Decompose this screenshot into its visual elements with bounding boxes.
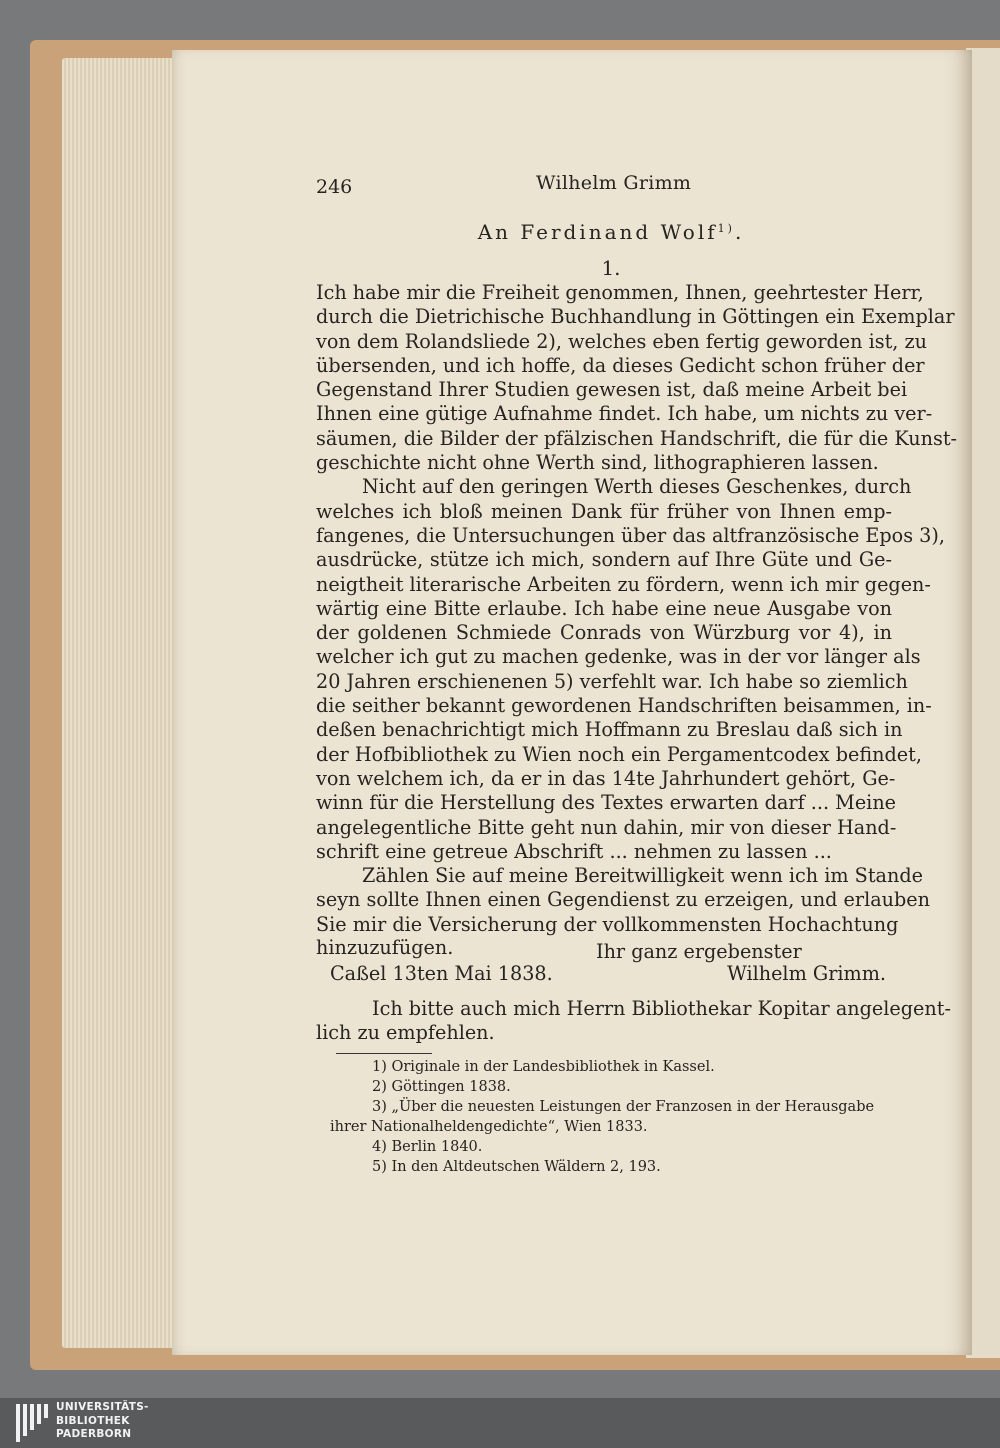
footnote: 2) Göttingen 1838.	[372, 1079, 511, 1095]
postscript-line: Ich bitte auch mich Herrn Bibliothekar Kopitar angelegent-	[372, 997, 951, 1020]
text-line: ausdrücke, stütze ich mich, sondern auf Ihre Güte und Ge-	[316, 548, 892, 572]
library-name-line: PADERBORN	[56, 1428, 132, 1440]
text-line: welches ich bloß meinen Dank für früher von Ihnen emp-	[316, 499, 892, 523]
text-line: säumen, die Bilder der pfälzischen Handschrift, die für die Kunst-	[316, 426, 958, 450]
text-line: von welchem ich, da er in das 14te Jahrhundert gehört, Ge-	[316, 766, 896, 790]
running-head-author: Wilhelm Grimm	[536, 172, 692, 194]
page-number: 246	[316, 176, 353, 198]
text-line: deßen benachrichtigt mich Hoffmann zu Breslau daß sich in	[316, 718, 903, 742]
text-line: die seither bekannt gewordenen Handschriften beisammen, in-	[316, 694, 932, 718]
letter-title-text: An Ferdinand Wolf	[477, 220, 718, 244]
library-name	[56, 1401, 149, 1442]
library-name-line: BIBLIOTHEK	[56, 1414, 130, 1427]
letter-body	[316, 281, 958, 937]
postscript-line: lich zu empfehlen.	[316, 1021, 495, 1045]
place-date: Caßel 13ten Mai 1838.	[330, 962, 553, 985]
text-line: wärtig eine Bitte erlaube. Ich habe eine neue Ausgabe von	[316, 596, 892, 620]
library-name-line: UNIVERSITÄTS-	[56, 1401, 149, 1413]
text-line: Nicht auf den geringen Werth dieses Geschenkes, durch	[362, 475, 912, 499]
text-line: Zählen Sie auf meine Bereitwilligkeit wenn ich im Stande	[362, 864, 923, 888]
page-stack-edge	[62, 58, 178, 1348]
letter-number: 1.	[601, 256, 621, 280]
text-line: neigtheit literarische Arbeiten zu fördern, wenn ich mir gegen-	[316, 572, 931, 596]
text-line: übersenden, und ich hoffe, da dieses Gedicht schon früher der	[316, 353, 925, 377]
running-head	[316, 172, 876, 202]
text-line: Sie mir die Versicherung der vollkommensten Hochachtung	[316, 912, 899, 936]
text-line: 20 Jahren erschienenen 5) verfehlt war. Ich habe so ziemlich	[316, 669, 908, 693]
footnotes	[330, 1057, 910, 1177]
text-line: seyn sollte Ihnen einen Gegendienst zu erzeigen, und erlauben	[316, 888, 931, 912]
text-line: geschichte nicht ohne Werth sind, lithographieren lassen.	[316, 451, 879, 475]
text-line: der Hofbibliothek zu Wien noch ein Pergamentcodex befindet,	[316, 742, 922, 766]
footnote-divider	[336, 1053, 432, 1054]
library-footer-bar	[0, 1398, 1000, 1448]
text-line: der goldenen Schmiede Conrads von Würzburg vor 4), in	[316, 621, 892, 645]
postscript	[316, 996, 951, 1045]
text-line: angelegentliche Bitte geht nun dahin, mir von dieser Hand-	[316, 815, 897, 839]
text-line: Ich habe mir die Freiheit genommen, Ihnen, geehrtester Herr,	[316, 281, 924, 304]
letter-title	[316, 220, 886, 244]
letter-title-period: .	[734, 220, 745, 244]
library-logo-icon	[14, 1402, 50, 1444]
text-line: Ihnen eine gütige Aufnahme findet. Ich habe, um nichts zu ver-	[316, 402, 933, 426]
footnote: 4) Berlin 1840.	[372, 1139, 483, 1155]
text-line: Gegenstand Ihrer Studien gewesen ist, daß meine Arbeit bei	[316, 378, 908, 402]
footnote-ref: 1)	[717, 222, 735, 235]
signature: Wilhelm Grimm.	[727, 962, 886, 985]
closing-line: hinzuzufügen.	[316, 936, 454, 959]
text-line: welcher ich gut zu machen gedenke, was in der vor länger als	[316, 645, 921, 669]
text-line: durch die Dietrichische Buchhandlung in Göttingen ein Exemplar	[316, 305, 955, 329]
text-line: schrift eine getreue Abschrift ... nehmen zu lassen ...	[316, 839, 832, 863]
footnote: 3) „Über die neuesten Leistungen der Franzosen in der Herausgabe	[372, 1099, 875, 1115]
text-line: winn für die Herstellung des Textes erwarten darf ... Meine	[316, 791, 897, 815]
footnote-continuation: ihrer Nationalheldengedichte“, Wien 1833.	[330, 1119, 648, 1135]
text-line: von dem Rolandsliede 2), welches eben fertig geworden ist, zu	[316, 329, 927, 353]
place-and-signature	[316, 962, 892, 992]
footnote: 1) Originale in der Landesbibliothek in Kassel.	[372, 1059, 715, 1075]
footnote: 5) In den Altdeutschen Wäldern 2, 193.	[372, 1159, 661, 1175]
text-line: fangenes, die Untersuchungen über das altfranzösische Epos 3),	[316, 523, 945, 547]
closing-formula: Ihr ganz ergebenster	[596, 940, 802, 963]
